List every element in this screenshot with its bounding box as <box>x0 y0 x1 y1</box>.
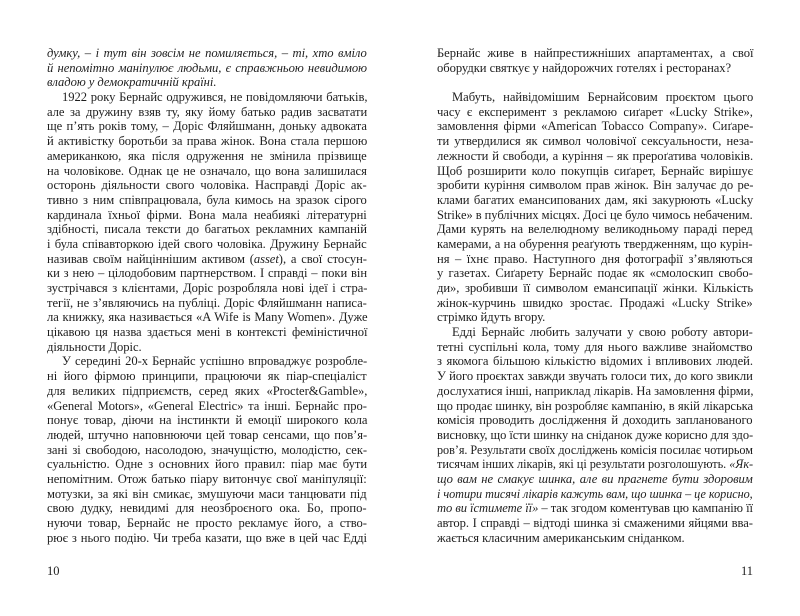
text-line <box>437 443 753 458</box>
text-line <box>47 252 367 267</box>
text-line-content: у газетах. Сиґарету Бернайс подає як «смолоскип свобо- <box>437 266 753 281</box>
text-line-content: зустрічався з клієнтами, Доріс розробляла нові ідеї і стра- <box>47 281 368 295</box>
text-line-content: здібності, писала тексти до багатьох рекламних кампаній <box>47 222 367 237</box>
text-line-content: У середині 20-х Бернайс успішно впроваджує розробле- <box>62 354 368 369</box>
text-line <box>47 369 367 384</box>
text-line-content: думку, – і тут він зовсім не помиляється, – ті, хто вміло <box>47 46 367 60</box>
text-line <box>47 516 367 531</box>
text-line-content: суальністю. Одне з основних його правил: піар має бути <box>47 457 368 472</box>
text-line-content: ти утвердилися як символ чоловічої сексуальности, неза- <box>437 134 754 149</box>
text-line-content: тисячам інших лікарів, які ці результати розголошують. «Як- <box>437 457 754 472</box>
text-line-content: й активістку боротьби за права жінок. Вона стала першою <box>47 134 368 149</box>
text-line <box>47 222 367 237</box>
page-number-left: 10 <box>47 564 60 578</box>
text-line-content: ров’я. Результати своїх досліджень комісія посилає чотирьом <box>437 442 753 457</box>
text-line-content: дослухатися інші, наприклад лікарів. На замовлення фірми, <box>437 383 754 398</box>
text-line-content: висновку, що їсти шинку на сніданок дуже корисно для здо- <box>437 427 754 442</box>
text-line-content: У його проєктах завжди звучать голоси тих, до кого звикли <box>437 369 753 384</box>
text-line-content: владою у демократичній країні. <box>47 75 217 90</box>
text-line-content: жається класичним американським сніданком. <box>437 530 685 545</box>
text-line <box>437 296 753 311</box>
text-line-content: діяльности Доріс. <box>47 339 142 354</box>
text-line <box>437 61 753 76</box>
text-line <box>47 428 367 443</box>
text-line <box>47 237 367 252</box>
text-line <box>47 134 367 149</box>
text-line <box>47 354 367 369</box>
text-line-content: на чоловікове. Однак це не означало, що вона залишилася <box>47 163 367 178</box>
text-line <box>47 413 367 428</box>
text-line-content: ки з нею – цілодобовим партнерством. І справді – поки він <box>47 266 368 281</box>
text-line-content: понує товар, діючи на інстинкти й емоції широкого кола <box>47 413 368 428</box>
text-line-content: 1922 року Бернайс одружився, не повідомляючи батьків, <box>62 90 368 105</box>
text-line-content: ні його фірмою принципи, працюючи як піар-спеціаліст <box>47 369 367 384</box>
text-line <box>437 149 753 164</box>
text-line <box>437 252 753 267</box>
text-line <box>47 310 367 325</box>
text-line <box>437 325 753 340</box>
text-line <box>437 134 753 149</box>
text-line <box>437 531 753 546</box>
text-line-content: Едді Бернайс любить залучати у свою роботу автори- <box>452 325 753 340</box>
text-line-content: замовлення фірми «American Tobacco Company». Сиґаре- <box>437 119 754 134</box>
text-line <box>437 369 753 384</box>
text-line-content: але за дружину взяв ту, яку йому батько радив засватати <box>47 104 368 119</box>
text-line-content: лежности й свободи, а куріння – як прероґатива чоловіків. <box>437 148 754 163</box>
text-line <box>47 105 367 120</box>
text-line-content: «General Motors», «General Electric» та інші. Бернайс про- <box>47 398 367 413</box>
text-line <box>437 46 753 61</box>
text-line-content: мотузки, за які він смикає, змушуючи маси танцювати під <box>47 486 367 501</box>
text-line-content: і чотири тисячі лікарів кажуть вам, що шинка – це корисно, <box>437 486 753 501</box>
text-line-content: цікавою ця назва здається мені в контексті феміністичної <box>47 325 368 340</box>
text-line-content: стрімко йдуть вгору. <box>437 310 546 325</box>
text-line-content: Щоб розширити коло покупців сиґарет, Бернайс вирішує <box>437 163 753 178</box>
text-line-content: комісія проводить дослідження й доходить запланованого <box>437 413 753 428</box>
text-line-content: тетні суспільні кола, тому для нього важливе знайомство <box>437 339 753 354</box>
text-line <box>437 178 753 193</box>
text-line <box>47 149 367 164</box>
text-line <box>47 399 367 414</box>
text-line-content: з якомога більшою кількістю відомих і впливових людей. <box>437 354 753 369</box>
text-line-content: Бернайс живе в найпрестижніших апартаментах, а свої <box>437 46 754 60</box>
text-line <box>437 501 753 516</box>
text-line <box>437 310 753 325</box>
text-line <box>437 237 753 252</box>
text-line-content: кардинала їхньої фірми. Вона мала неабиякі літературні <box>47 207 367 222</box>
text-line-content: непомітним. Отож батько піару витончує свої маніпуляції: <box>47 471 367 486</box>
text-line <box>437 457 753 472</box>
text-line-content: зробити куріння символом прав жінок. Він залучає до ре- <box>437 178 754 193</box>
page-number-right: 11 <box>740 564 753 578</box>
text-line <box>47 531 367 546</box>
text-line-content: Дами курять на велелюдному великодньому параді перед <box>437 222 753 237</box>
text-line <box>437 340 753 355</box>
text-line <box>437 472 753 487</box>
text-line-content: й непомітно маніпулює людьми, є справжньою невидимою <box>47 60 367 75</box>
text-line-content: що продає шинку, він розробляє кампанію, в якій лікарська <box>437 398 754 413</box>
text-line-content: і була співавторкою ідей свого чоловіка. Дружину Бернайс <box>47 236 367 251</box>
text-line <box>47 281 367 296</box>
text-line <box>47 61 367 76</box>
text-line-content: осторонь діяльности свого чоловіка. Насправді Доріс ак- <box>47 178 367 193</box>
text-line-content: тегії, не з’являючись на публіці. Доріс Фляйшманн написа- <box>47 295 367 310</box>
text-line-content: називав своїм найціннішим активом (asset), а свої стосун- <box>47 251 367 266</box>
text-line <box>47 46 367 61</box>
text-line-content: людей, штучно наповнюючи цей товар сенсами, що пов’я- <box>47 427 368 442</box>
text-line <box>437 208 753 223</box>
text-line <box>47 296 367 311</box>
text-line <box>437 428 753 443</box>
text-line-content: свою дудку, невидимі для неозброєного ока. Бо, пропо- <box>47 501 367 516</box>
text-line <box>47 457 367 472</box>
text-line <box>47 384 367 399</box>
text-line-content: для великих підприємств, серед яких «Procter&Gamble», <box>47 383 368 398</box>
text-line-content: Мабуть, найвідомішим Бернайсовим проєктом цього <box>452 90 754 105</box>
text-line <box>437 354 753 369</box>
text-line <box>47 501 367 516</box>
text-line <box>47 266 367 281</box>
text-line-content: клами багатих емансипованих дам, які закурюють «Lucky <box>437 192 754 207</box>
text-line <box>437 164 753 179</box>
text-line <box>47 443 367 458</box>
text-line <box>437 119 753 134</box>
text-line-content: жінок-курчинь швидко зростає. Продажі «Lucky Strike» <box>437 295 753 310</box>
text-line-content: тивно з ним співпрацювала, була кимось на зразок сірого <box>47 192 367 207</box>
text-line <box>437 266 753 281</box>
text-line-content: американкою, яка після одруження не змінила прізвище <box>47 148 367 163</box>
text-line <box>47 119 367 134</box>
text-line <box>437 384 753 399</box>
text-line-content: зані зі свободою, насолодою, значущістю, молодістю, сек- <box>47 442 368 457</box>
text-line-content: часу є експеримент з рекламою сиґарет «Lucky Strike», <box>437 104 753 119</box>
text-line <box>47 340 367 355</box>
text-line <box>47 487 367 502</box>
text-line <box>437 413 753 428</box>
text-line-content: Strike» в публічних місцях. Досі це було чимось небаченим. <box>437 207 753 222</box>
text-line-content: рює з нього подію. Чи треба казати, що вже в цей час Едді <box>47 530 367 545</box>
text-line-content: то ви їстимете її» – так згодом коментував цю кампанію її <box>437 501 753 516</box>
book-page-left <box>47 46 367 545</box>
text-line <box>437 516 753 531</box>
text-line-content: ще п’ять років тому, – Доріс Фляйшманн, доньку адвоката <box>47 119 367 134</box>
text-line-content: оборудки святкує у найдорожчих готелях і ресторанах? <box>437 60 732 75</box>
text-line <box>47 75 367 90</box>
text-line <box>437 399 753 414</box>
text-line <box>47 193 367 208</box>
book-page-right <box>437 46 753 545</box>
text-line <box>47 325 367 340</box>
text-line <box>437 281 753 296</box>
text-line-content: ди», зробивши її символом емансипації жінки. Кількість <box>437 281 754 295</box>
text-line <box>47 472 367 487</box>
text-line-content: автор. І справді – відтоді шинка зі смаженими яйцями вва- <box>437 516 753 530</box>
text-line <box>437 105 753 120</box>
text-line <box>47 164 367 179</box>
text-line <box>437 487 753 502</box>
text-line <box>437 90 753 105</box>
text-line-content: ня – їхнє право. Наступного дня фотографії з’являються <box>437 251 753 266</box>
text-line <box>47 208 367 223</box>
text-line <box>437 193 753 208</box>
text-line <box>47 90 367 105</box>
text-line <box>47 178 367 193</box>
text-line-content: що вам не смакує шинка, але ви прагнете бути здоровим <box>437 471 753 486</box>
text-line <box>437 222 753 237</box>
text-line-content: нуючи товар, Бернайс не просто рекламує його, а ство- <box>47 516 367 530</box>
text-line-content: ла книжку, яка називається «A Wife is Many Women». Дуже <box>47 310 368 325</box>
text-line-content: камерами, а на обурення реаґують твердженням, що курін- <box>437 236 753 251</box>
